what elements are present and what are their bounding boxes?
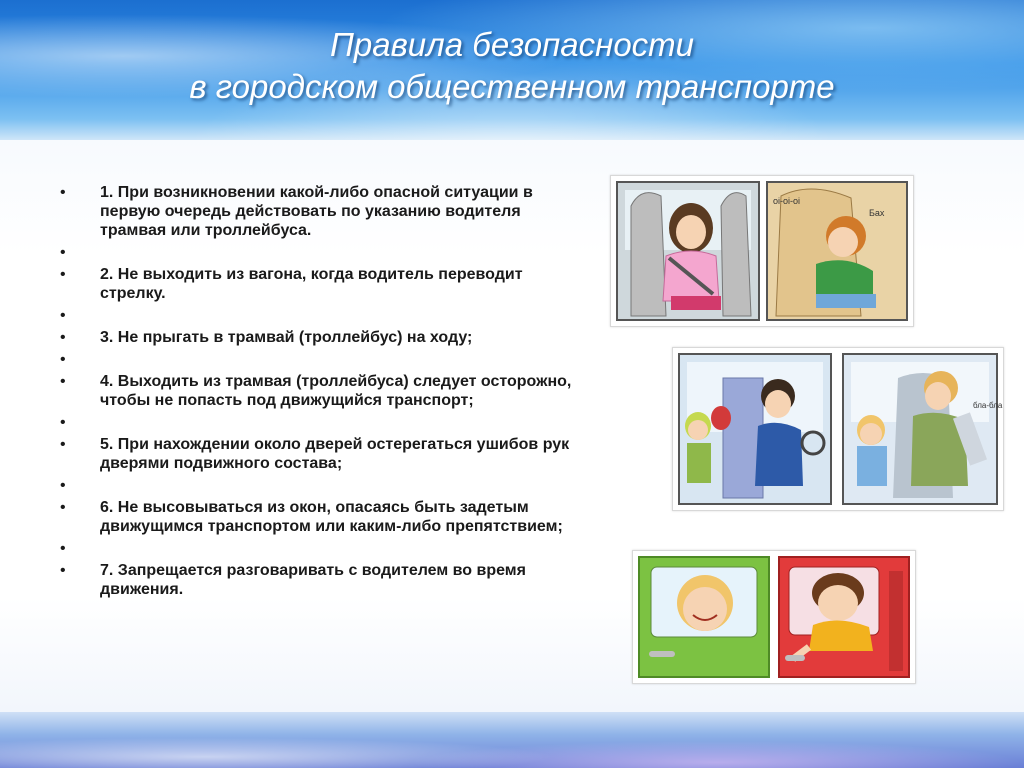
slide-footer (0, 712, 1024, 768)
rule-item-6 (58, 498, 588, 536)
rule-item-7 (58, 561, 588, 599)
rule-text: 2. Не выходить из вагона, когда водитель переводит стрелку. (100, 266, 523, 302)
rule-text: 3. Не прыгать в трамвай (троллейбус) на ходу; (100, 329, 473, 346)
rule-item-4 (58, 372, 588, 410)
title-line-1: Правила безопасности (329, 26, 695, 63)
bullet-icon: • (60, 351, 66, 368)
bullet-icon: • (60, 540, 66, 557)
bullet-icon: • (60, 562, 66, 579)
driver-illustration-svg (673, 348, 1003, 510)
illustration-driver (672, 347, 1004, 511)
bullet-icon: • (60, 499, 66, 516)
slide-title (0, 24, 1024, 108)
bullet-icon: • (60, 266, 66, 283)
rule-text: 1. При возникновении какой-либо опасной ситуации в первую очередь действовать по указанию водителя трамвая или троллейбуса. (100, 184, 533, 239)
seatbelt-illustration-svg (611, 176, 913, 326)
rule-text: 5. При нахождении около дверей остерегаться ушибов рук дверями подвижного состава; (100, 436, 570, 472)
bullet-icon: • (60, 414, 66, 431)
windows-illustration-svg (633, 551, 915, 683)
rule-item-1 (58, 183, 588, 240)
rules-list (58, 180, 588, 602)
illustration-seatbelt (610, 175, 914, 327)
rule-empty (58, 413, 588, 432)
rule-text: 6. Не высовываться из окон, опасаясь быть задетым движущимся транспортом или каким-либо препятствием; (100, 499, 563, 535)
rule-item-5 (58, 435, 588, 473)
bullet-icon: • (60, 244, 66, 261)
rule-text: 4. Выходить из трамвая (троллейбуса) следует осторожно, чтобы не попасть под движущийся транспорт; (100, 373, 572, 409)
rule-empty (58, 476, 588, 495)
bullet-icon: • (60, 329, 66, 346)
bullet-icon: • (60, 373, 66, 390)
bullet-icon: • (60, 477, 66, 494)
bullet-icon: • (60, 184, 66, 201)
rule-empty (58, 350, 588, 369)
illustration-caption-c: бла-бла (973, 401, 1003, 410)
rule-empty (58, 306, 588, 325)
illustration-windows (632, 550, 916, 684)
illustration-caption-a: oi-oi-oi (773, 196, 801, 206)
rule-item-3 (58, 328, 588, 347)
rule-item-2 (58, 265, 588, 303)
slide-header (0, 0, 1024, 140)
title-line-2: в городском общественном транспорте (189, 68, 835, 105)
rule-text: 7. Запрещается разговаривать с водителем во время движения. (100, 562, 526, 598)
bullet-icon: • (60, 307, 66, 324)
rule-empty (58, 243, 588, 262)
bullet-icon: • (60, 436, 66, 453)
rule-empty (58, 539, 588, 558)
illustration-caption-b: Бах (869, 208, 885, 218)
